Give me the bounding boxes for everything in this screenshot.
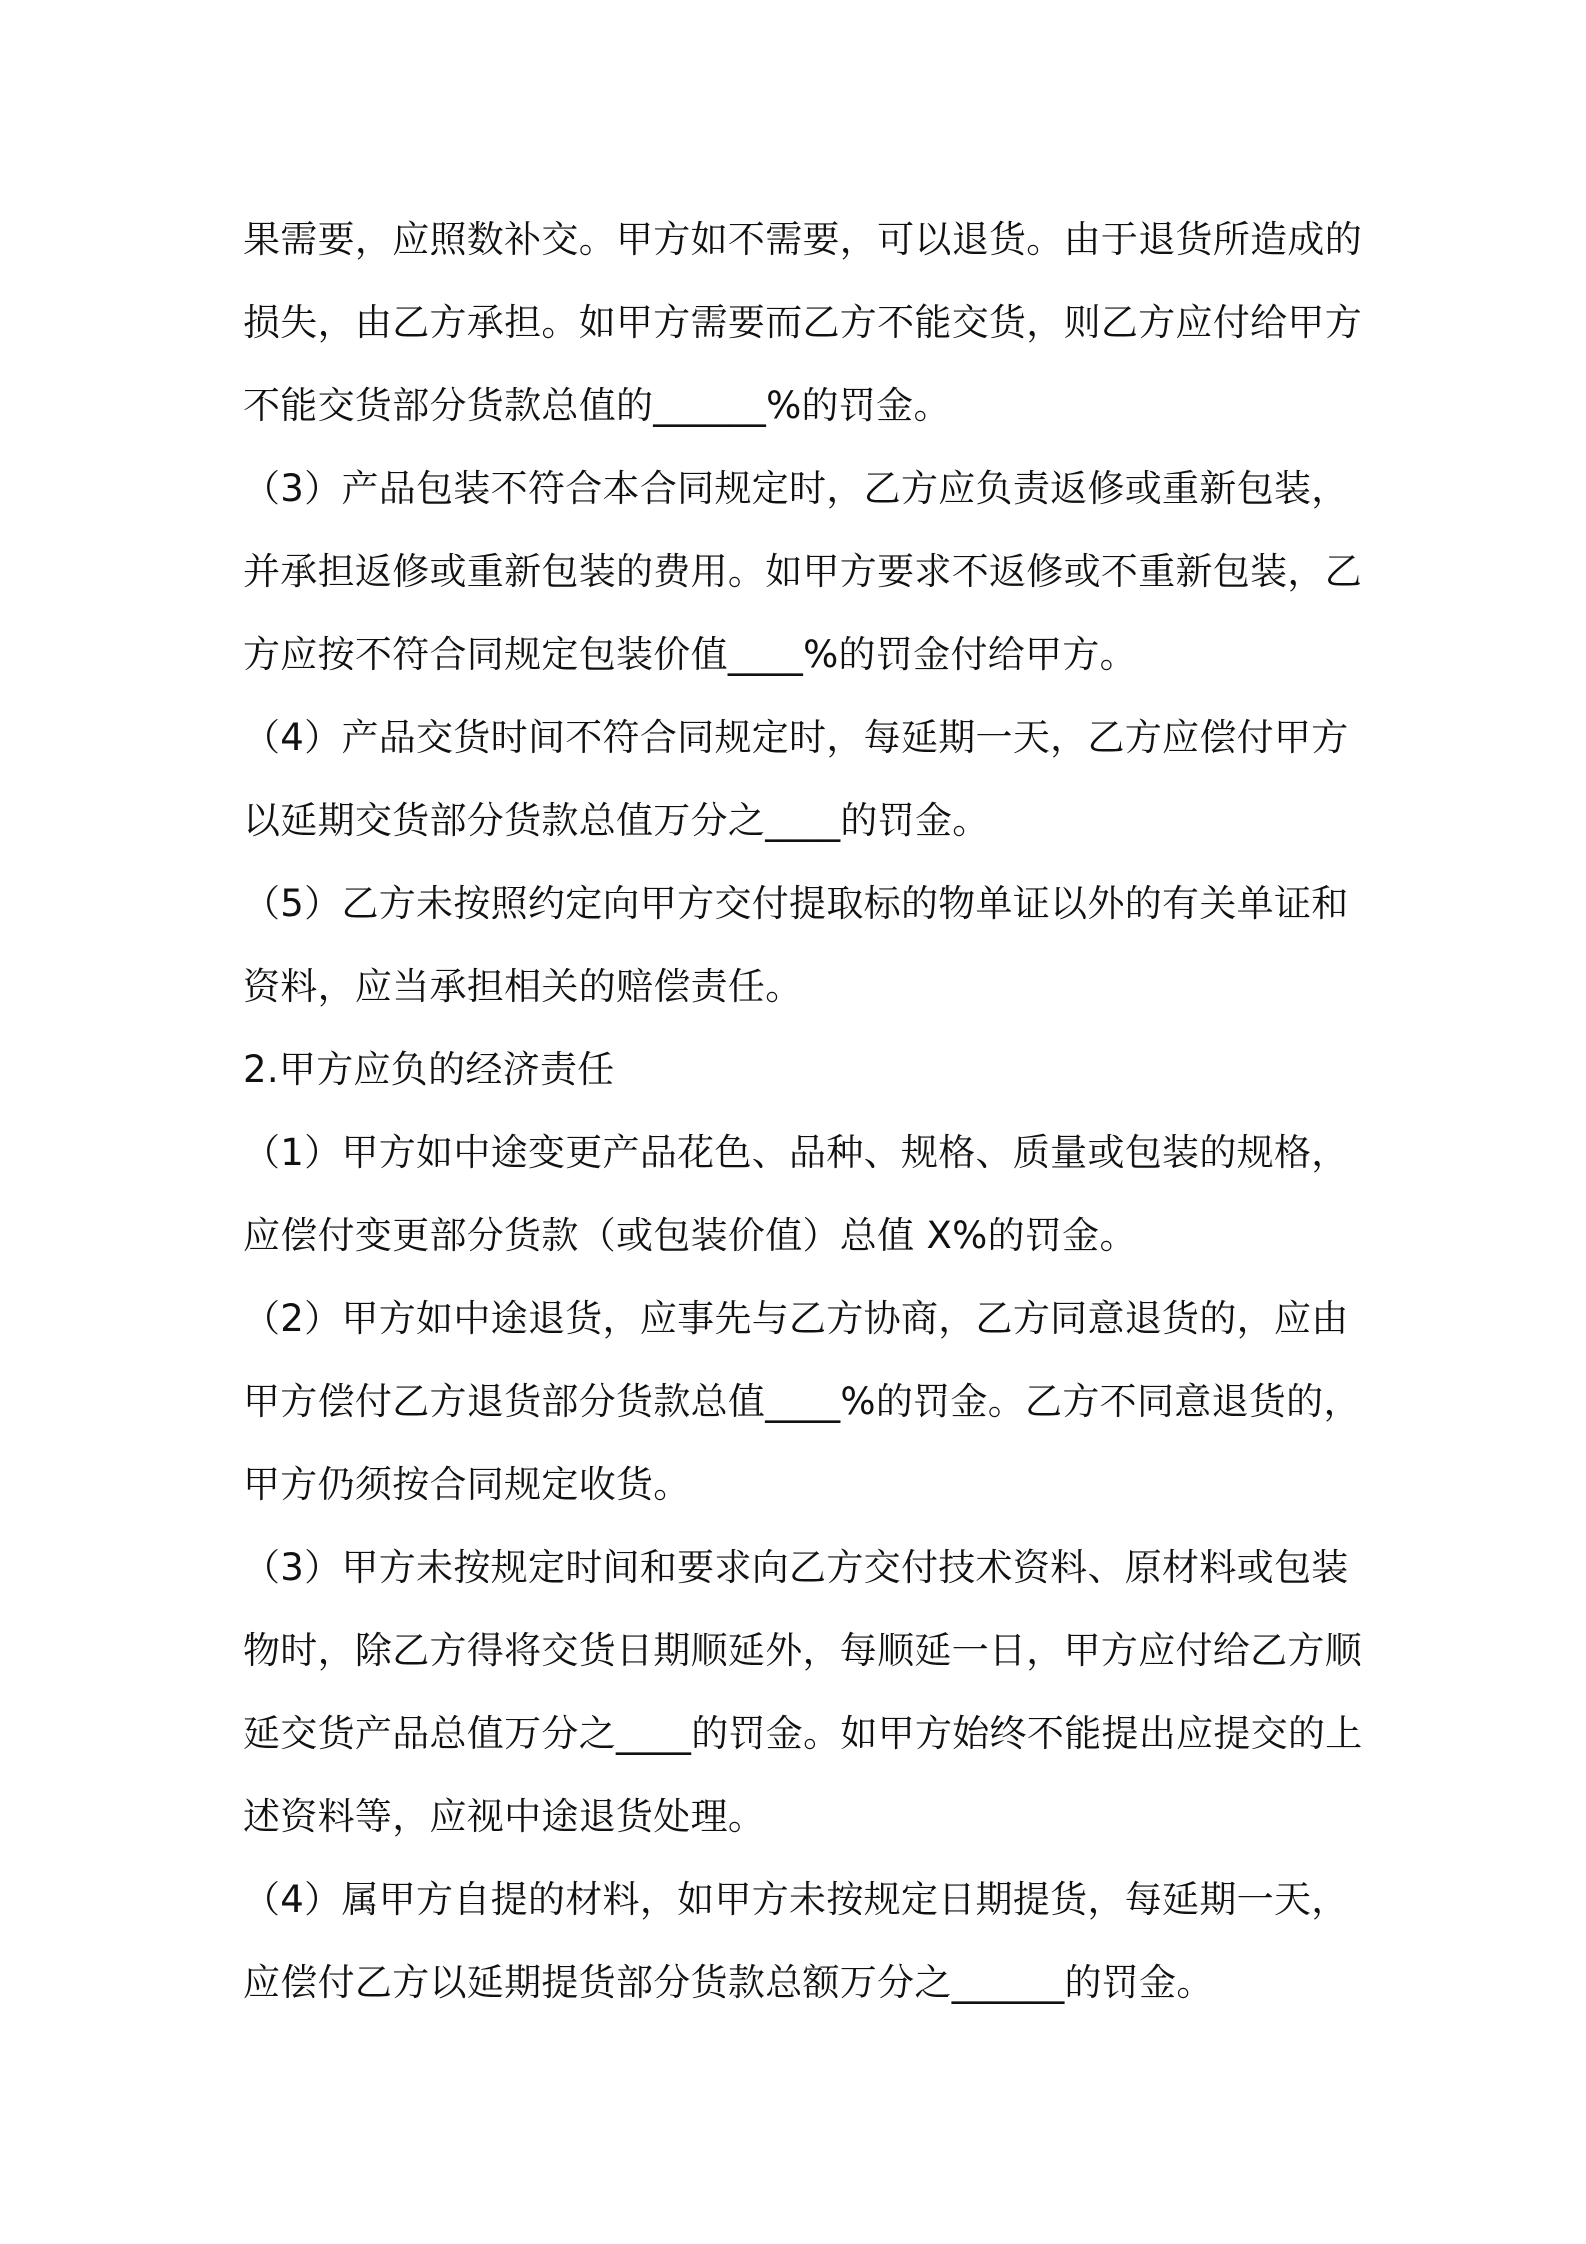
line-text: （5）乙方未按照约定向甲方交付提取标的物单证以外的有关单证和 <box>243 882 1349 925</box>
line-text: 述资料等，应视中途退货处理。 <box>243 1795 766 1838</box>
line-text: 2.甲方应负的经济责任 <box>243 1048 615 1091</box>
line-text: 延交货产品总值万分之____的罚金。如甲方始终不能提出应提交的上 <box>243 1712 1363 1755</box>
text-line <box>243 1526 1353 1609</box>
text-line <box>243 447 1353 530</box>
text-line <box>243 530 1362 613</box>
section-heading <box>243 1028 1353 1111</box>
text-line <box>243 198 1362 281</box>
text-line <box>243 1858 1353 1941</box>
text-line <box>243 281 1362 364</box>
line-text: 应偿付乙方以延期提货部分货款总额万分之______的罚金。 <box>243 1961 1214 2004</box>
line-text: 物时，除乙方得将交货日期顺延外，每顺延一日，甲方应付给乙方顺 <box>243 1629 1362 1672</box>
line-text: （4）产品交货时间不符合同规定时，每延期一天，乙方应偿付甲方 <box>243 716 1349 759</box>
text-line <box>243 945 1353 1028</box>
line-text: 甲方偿付乙方退货部分货款总值____%的罚金。乙方不同意退货的， <box>243 1380 1361 1423</box>
text-line <box>243 862 1353 945</box>
line-text: 并承担返修或重新包装的费用。如甲方要求不返修或不重新包装，乙 <box>243 550 1362 593</box>
text-line <box>243 1775 1353 1858</box>
line-text: 甲方仍须按合同规定收货。 <box>243 1463 691 1506</box>
line-text: 资料，应当承担相关的赔偿责任。 <box>243 965 803 1008</box>
text-line <box>243 1443 1353 1526</box>
line-text: 方应按不符合同规定包装价值____%的罚金付给甲方。 <box>243 633 1137 676</box>
text-line <box>243 1194 1353 1277</box>
line-text: 果需要，应照数补交。甲方如不需要，可以退货。由于退货所造成的 <box>243 218 1362 261</box>
line-text: （3）产品包装不符合本合同规定时，乙方应负责返修或重新包装， <box>243 467 1349 510</box>
line-text: （3）甲方未按规定时间和要求向乙方交付技术资料、原材料或包装 <box>243 1546 1349 1589</box>
text-line <box>243 779 1353 862</box>
line-text: （4）属甲方自提的材料，如甲方未按规定日期提货，每延期一天， <box>243 1878 1349 1921</box>
text-line <box>243 1692 1363 1775</box>
line-text: 不能交货部分货款总值的______%的罚金。 <box>243 384 951 427</box>
text-line <box>243 1360 1361 1443</box>
line-text: 损失，由乙方承担。如甲方需要而乙方不能交货，则乙方应付给甲方 <box>243 301 1362 344</box>
line-text: 以延期交货部分货款总值万分之____的罚金。 <box>243 799 990 842</box>
text-line <box>243 1941 1353 2024</box>
text-line <box>243 696 1353 779</box>
contract-text-body <box>243 198 1363 2024</box>
line-text: 应偿付变更部分货款（或包装价值）总值 X%的罚金。 <box>243 1214 1137 1257</box>
line-text: （1）甲方如中途变更产品花色、品种、规格、质量或包装的规格， <box>243 1131 1349 1174</box>
text-line <box>243 1111 1353 1194</box>
text-line <box>243 1277 1353 1360</box>
text-line <box>243 1609 1362 1692</box>
text-line <box>243 364 1353 447</box>
text-line <box>243 613 1353 696</box>
line-text: （2）甲方如中途退货，应事先与乙方协商，乙方同意退货的，应由 <box>243 1297 1349 1340</box>
